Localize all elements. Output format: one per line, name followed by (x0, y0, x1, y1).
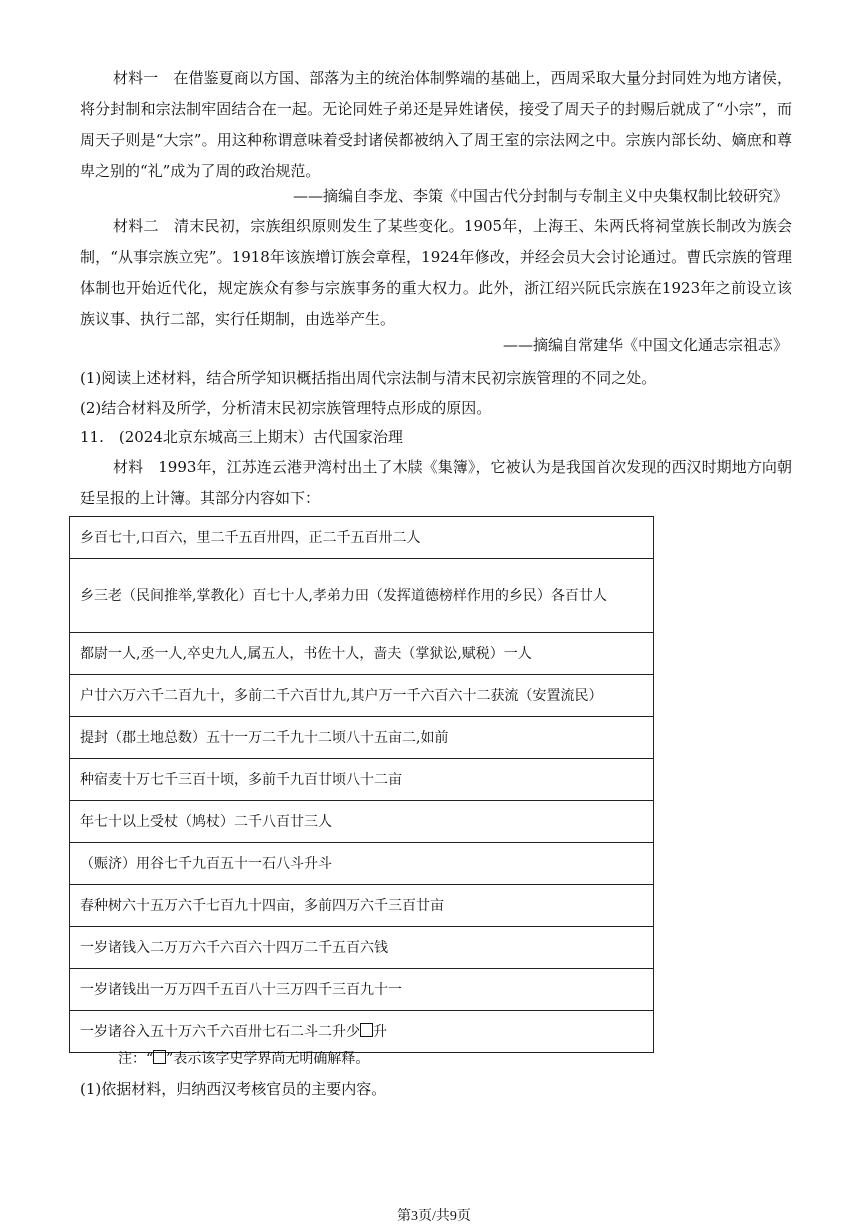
ledger-text: 一岁诸谷入五十万六千六百卅七石二斗二升少 (80, 1023, 360, 1040)
table-row (70, 969, 654, 1011)
question-11-header: 11. (2024北京东城高三上期末）古代国家治理 (80, 428, 403, 446)
note-suffix: ”表示该字史学界尚无明确解释。 (166, 1051, 370, 1067)
table-cell: 户廿六万六千二百九十，多前二千六百廿九,其户万一千六百六十二获流（安置流民） (70, 675, 654, 717)
table-cell: 提封（郡土地总数）五十一万二千九十二顷八十五亩二,如前 (70, 717, 654, 759)
table-cell: 乡百七十,口百六，里二千五百卅四，正二千五百卅二人 (70, 517, 654, 559)
table-cell: 一岁诸钱出一万万四千五百八十三万四千三百九十一 (70, 969, 654, 1011)
question-11-1: (1)依据材料，归纳西汉考核官员的主要内容。 (80, 1080, 387, 1098)
table-cell: 年七十以上受杖（鸠杖）二千八百廿三人 (70, 801, 654, 843)
table-row (70, 927, 654, 969)
table-note (118, 1047, 369, 1071)
table-row (70, 843, 654, 885)
question-10-1: (1)阅读上述材料，结合所学知识概括指出周代宗法制与清末民初宗族管理的不同之处。 (80, 369, 657, 387)
ledger-text-end: 升 (373, 1023, 387, 1040)
table-cell: （赈济）用谷七千九百五十一石八斗升斗 (70, 843, 654, 885)
table-row (70, 801, 654, 843)
table-row (70, 759, 654, 801)
table-cell: 种宿麦十万七千三百十顷，多前千九百廿顷八十二亩 (70, 759, 654, 801)
material-one-source: ——摘编自李龙、李策《中国古代分封制与专制主义中央集权制比较研究》 (292, 187, 788, 205)
table-cell: 春种树六十五万六千七百九十四亩，多前四万六千三百廿亩 (70, 885, 654, 927)
unknown-character-box-icon (360, 1023, 373, 1037)
note-prefix: 注：“ (118, 1051, 154, 1067)
table-row (70, 517, 654, 559)
table-row (70, 559, 654, 633)
question-10-2: (2)结合材料及所学，分析清末民初宗族管理特点形成的原因。 (80, 399, 492, 417)
material-eleven: 材料 1993年，江苏连云港尹湾村出土了木牍《集簿》，它被认为是我国首次发现的西汉时期地方向朝廷呈报的上计簿。其部分内容如下： (80, 458, 792, 507)
table-cell: 一岁诸钱入二万万六千六百六十四万二千五百六钱 (70, 927, 654, 969)
ledger-table (69, 516, 654, 1053)
table-row (70, 633, 654, 675)
table-row (70, 717, 654, 759)
table-cell: 都尉一人,丞一人,卒史九人,属五人，书佐十人，啬夫（掌狱讼,赋税）一人 (70, 633, 654, 675)
table-cell: 乡三老（民间推举,掌教化）百七十人,孝弟力田（发挥道德榜样作用的乡民）各百廿人 (70, 559, 654, 633)
table-row (70, 675, 654, 717)
material-one: 材料一 在借鉴夏商以方国、部落为主的统治体制弊端的基础上，西周采取大量分封同姓为地方诸侯，将分封制和宗法制牢固结合在一起。无论同姓子弟还是异姓诸侯，接受了周天子的封赐后就成了“小宗”，而周天子则是“大宗”。用这种称谓意味着受封诸侯都被纳入了周王室的宗法网之中。宗族内部长幼、嫡庶和尊卑之别的“礼”成为了周的政治规范。 (80, 69, 792, 180)
page-number: 第3页/共9页 (397, 1209, 471, 1224)
material-two-source: ——摘编自常建华《中国文化通志宗祖志》 (502, 336, 788, 354)
table-row (70, 885, 654, 927)
material-two: 材料二 清末民初，宗族组织原则发生了某些变化。1905年，上海王、朱两氏将祠堂族长制改为族会制，“从事宗族立宪”。1918年该族增订族会章程，1924年修改，并经会员大会讨论通过。曹氏宗族的管理体制也开始近代化，规定族众有参与宗族事务的重大权力。此外，浙江绍兴阮氏宗族在1923年之前设立该族议事、执行二部，实行任期制，由选举产生。 (80, 217, 792, 328)
unknown-character-box-icon (153, 1050, 166, 1064)
